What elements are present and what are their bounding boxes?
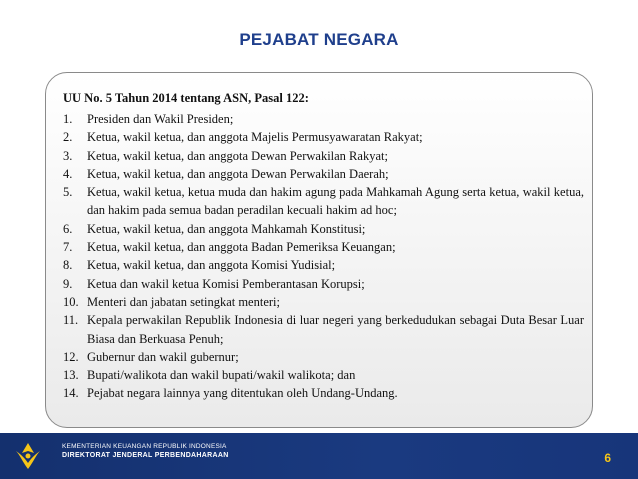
item-text: Ketua, wakil ketua, dan anggota Dewan Perwakilan Rakyat;	[87, 148, 388, 163]
org-name-ministry: KEMENTERIAN KEUANGAN REPUBLIK INDONESIA	[62, 443, 227, 450]
list-item	[63, 110, 584, 128]
item-text: Pejabat negara lainnya yang ditentukan oleh Undang-Undang.	[87, 386, 398, 401]
item-text: Gubernur dan wakil gubernur;	[87, 349, 239, 364]
slide-title: PEJABAT NEGARA	[239, 30, 399, 49]
item-text: Kepala perwakilan Republik Indonesia di luar negeri yang berkedudukan sebagai Duta Besar Luar Biasa dan Berkuasa Penuh;	[87, 313, 584, 346]
item-text: Ketua, wakil ketua, dan anggota Majelis Permusyawaratan Rakyat;	[87, 130, 423, 145]
official-list	[63, 110, 584, 403]
item-text: Ketua, wakil ketua, dan anggota Dewan Perwakilan Daerah;	[87, 166, 389, 181]
law-reference-heading: UU No. 5 Tahun 2014 tentang ASN, Pasal 122:	[63, 91, 309, 105]
list-item	[63, 275, 584, 293]
org-name-directorate: DIREKTORAT JENDERAL PERBENDAHARAAN	[62, 452, 229, 459]
item-number: 7.	[63, 240, 73, 255]
list-item	[63, 147, 584, 165]
item-number: 1.	[63, 112, 73, 126]
item-text: Ketua, wakil ketua, dan anggota Mahkamah Konstitusi;	[87, 221, 366, 236]
item-number: 11.	[63, 313, 79, 328]
item-text: Presiden dan Wakil Presiden;	[87, 112, 234, 126]
item-text: Ketua, wakil ketua, ketua muda dan hakim agung pada Mahkamah Agung serta ketua, wakil ketua, dan hakim pada semua badan peradilan kecuali hakim ad hoc;	[87, 185, 584, 218]
list-item	[63, 220, 584, 238]
list-item	[63, 165, 584, 183]
list-item	[63, 348, 584, 366]
item-number: 5.	[63, 185, 73, 200]
page-number: 6	[604, 451, 611, 465]
list-item	[63, 256, 584, 274]
item-text: Ketua dan wakil ketua Komisi Pemberantasan Korupsi;	[87, 276, 365, 291]
item-number: 12.	[63, 349, 79, 364]
list-item	[63, 384, 584, 402]
item-number: 10.	[63, 294, 79, 309]
item-number: 6.	[63, 221, 73, 236]
item-number: 13.	[63, 368, 79, 383]
kemenkeu-emblem-icon	[12, 441, 44, 471]
list-item	[63, 366, 584, 384]
list-item	[63, 311, 584, 348]
list-item	[63, 293, 584, 311]
item-number: 4.	[63, 166, 73, 181]
item-text: Ketua, wakil ketua, dan anggota Komisi Yudisial;	[87, 258, 336, 273]
item-number: 9.	[63, 276, 73, 291]
item-number: 14.	[63, 386, 79, 401]
list-item	[63, 128, 584, 146]
list-item	[63, 183, 584, 220]
item-number: 8.	[63, 258, 73, 273]
item-text: Ketua, wakil ketua, dan anggota Badan Pemeriksa Keuangan;	[87, 240, 396, 255]
item-text: Bupati/walikota dan wakil bupati/wakil walikota; dan	[87, 368, 356, 383]
item-number: 2.	[63, 130, 73, 145]
item-number: 3.	[63, 148, 73, 163]
item-text: Menteri dan jabatan setingkat menteri;	[87, 294, 280, 309]
list-item	[63, 238, 584, 256]
